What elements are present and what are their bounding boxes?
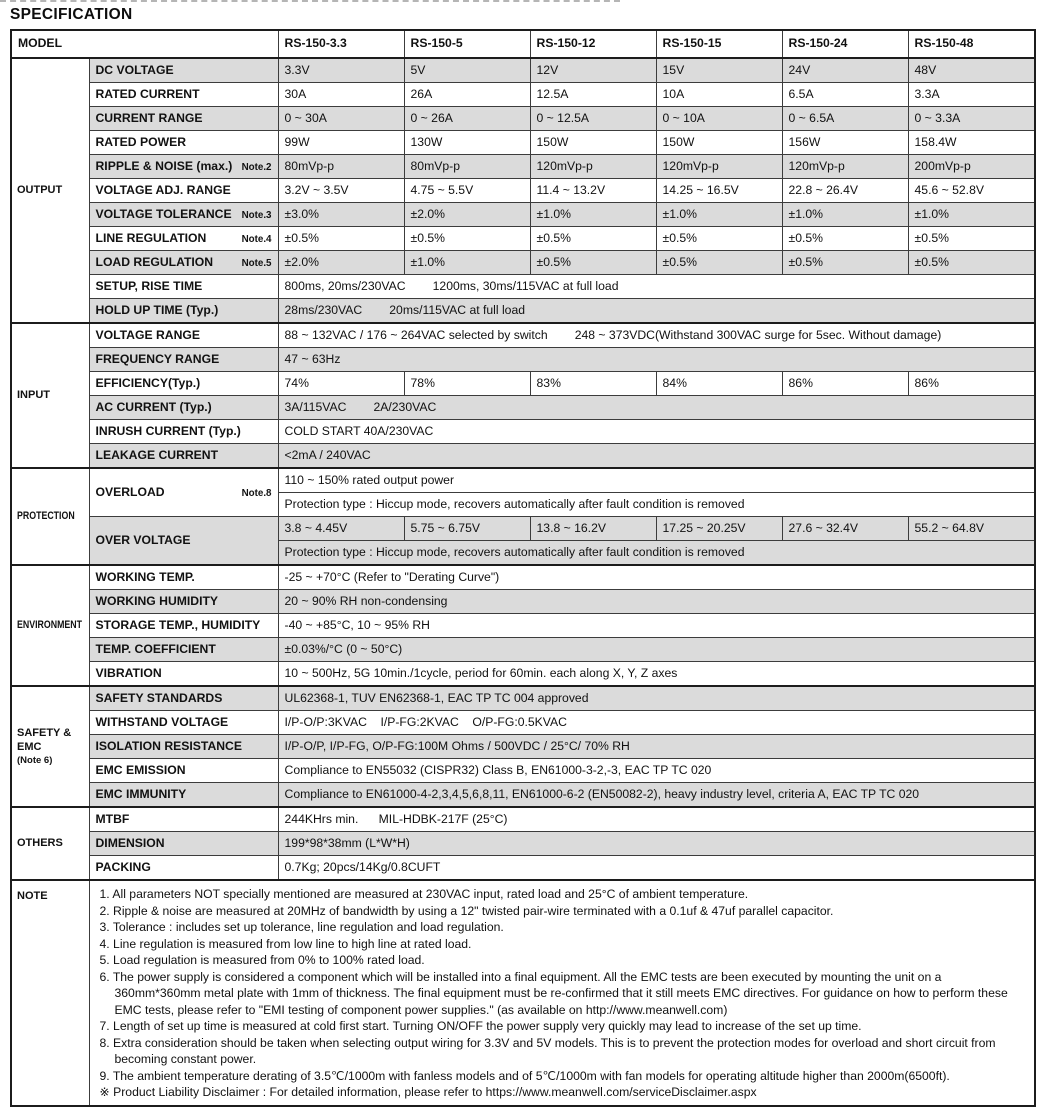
spec-row — [11, 759, 1035, 783]
note-reference: Note.4 — [241, 233, 272, 245]
value-cell: 22.8 ~ 26.4V — [782, 179, 908, 203]
value-cell: 11.4 ~ 13.2V — [530, 179, 656, 203]
row-label-cell — [89, 856, 278, 881]
value-cell: 83% — [530, 372, 656, 396]
row-label: WITHSTAND VOLTAGE — [95, 714, 229, 729]
value-cell: 3.3V — [278, 58, 404, 83]
value-cell: 3.3A — [908, 83, 1035, 107]
row-label-cell — [89, 323, 278, 348]
value-cell-span: 10 ~ 500Hz, 5G 10min./1cycle, period for 60min. each along X, Y, Z axes — [278, 662, 1035, 687]
model-name-cell: RS-150-5 — [404, 30, 530, 58]
spec-row — [11, 348, 1035, 372]
spec-row — [11, 299, 1035, 324]
value-cell: 0 ~ 26A — [404, 107, 530, 131]
value-cell-span: 28ms/230VAC 20ms/115VAC at full load — [278, 299, 1035, 324]
spec-row — [11, 179, 1035, 203]
value-cell: 156W — [782, 131, 908, 155]
row-label-cell — [89, 372, 278, 396]
category-cell-safety-emc — [11, 686, 89, 807]
value-cell: ±0.5% — [530, 251, 656, 275]
value-cell: 80mVp-p — [278, 155, 404, 179]
value-cell-span: 199*98*38mm (L*W*H) — [278, 832, 1035, 856]
value-cell: 45.6 ~ 52.8V — [908, 179, 1035, 203]
row-label: TEMP. COEFFICIENT — [95, 641, 216, 656]
value-cell-span: I/P-O/P:3KVAC I/P-FG:2KVAC O/P-FG:0.5KVAC — [278, 711, 1035, 735]
value-cell-span: ±0.03%/°C (0 ~ 50°C) — [278, 638, 1035, 662]
category-cell-protection — [11, 468, 89, 565]
row-label: RATED POWER — [95, 134, 187, 149]
category-label-line: (Note 6) — [17, 754, 53, 766]
row-label: EMC IMMUNITY — [95, 786, 187, 801]
row-label-cell — [89, 83, 278, 107]
note-reference: Note.5 — [241, 257, 272, 269]
note-reference: Note.3 — [241, 209, 272, 221]
value-cell-span: 0.7Kg; 20pcs/14Kg/0.8CUFT — [278, 856, 1035, 881]
value-cell: 12V — [530, 58, 656, 83]
value-cell: 84% — [656, 372, 782, 396]
spec-row — [11, 58, 1035, 83]
spec-row — [11, 832, 1035, 856]
note-line: 8. Extra consideration should be taken when selecting output wiring for 3.3V and 5V models. This is to prevent the protection modes for overload and short circuit from becoming constant power. — [99, 1035, 999, 1066]
value-cell: 17.25 ~ 20.25V — [656, 517, 782, 541]
value-cell: ±0.5% — [782, 251, 908, 275]
value-cell: 80mVp-p — [404, 155, 530, 179]
value-cell: 30A — [278, 83, 404, 107]
category-cell-output: OUTPUT — [11, 58, 89, 323]
value-cell: 24V — [782, 58, 908, 83]
category-cell-environment — [11, 565, 89, 686]
note-line: 2. Ripple & noise are measured at 20MHz of bandwidth by using a 12" twisted pair-wire terminated with a 0.1uf & 47uf parallel capacitor. — [99, 903, 834, 918]
spec-row — [11, 517, 1035, 541]
value-cell: 120mVp-p — [656, 155, 782, 179]
row-label: EFFICIENCY(Typ.) — [95, 375, 201, 390]
row-label: LEAKAGE CURRENT — [95, 447, 219, 462]
row-label: SAFETY STANDARDS — [95, 690, 223, 705]
row-label: CURRENT RANGE — [95, 110, 203, 125]
spec-row — [11, 735, 1035, 759]
spec-row — [11, 203, 1035, 227]
row-label: MTBF — [95, 811, 130, 826]
value-cell: ±0.5% — [908, 227, 1035, 251]
row-label: SETUP, RISE TIME — [95, 278, 203, 293]
value-cell-span: Protection type : Hiccup mode, recovers automatically after fault condition is removed — [278, 541, 1035, 566]
value-cell-span: -25 ~ +70°C (Refer to "Derating Curve") — [278, 565, 1035, 590]
value-cell: 0 ~ 12.5A — [530, 107, 656, 131]
row-label: AC CURRENT (Typ.) — [95, 399, 212, 414]
value-cell: 200mVp-p — [908, 155, 1035, 179]
value-cell: 78% — [404, 372, 530, 396]
value-cell: 0 ~ 10A — [656, 107, 782, 131]
note-reference: Note.8 — [241, 487, 272, 499]
value-cell-span: Protection type : Hiccup mode, recovers automatically after fault condition is removed — [278, 493, 1035, 517]
category-cell-others: OTHERS — [11, 807, 89, 880]
row-label-cell — [89, 735, 278, 759]
note-line: ※ Product Liability Disclaimer : For detailed information, please refer to https://www.meanwell.com/serviceDisclaimer.aspx — [99, 1085, 757, 1099]
spec-row — [11, 468, 1035, 493]
value-cell-span: 244KHrs min. MIL-HDBK-217F (25°C) — [278, 807, 1035, 832]
value-cell: 12.5A — [530, 83, 656, 107]
spec-row — [11, 251, 1035, 275]
spec-row — [11, 275, 1035, 299]
row-label-cell — [89, 807, 278, 832]
note-row — [11, 880, 1035, 1106]
row-label-cell — [89, 517, 278, 566]
row-label: VOLTAGE ADJ. RANGE — [95, 182, 231, 197]
row-label: INRUSH CURRENT (Typ.) — [95, 423, 241, 438]
row-label: OVER VOLTAGE — [95, 532, 191, 547]
value-cell: ±0.5% — [908, 251, 1035, 275]
model-header-row — [11, 30, 1035, 58]
row-label: RATED CURRENT — [95, 86, 200, 101]
row-label-cell — [89, 638, 278, 662]
value-cell: 48V — [908, 58, 1035, 83]
value-cell: ±1.0% — [530, 203, 656, 227]
row-label-cell — [89, 348, 278, 372]
row-label-cell — [89, 468, 278, 517]
row-label-cell — [89, 444, 278, 469]
value-cell: ±0.5% — [530, 227, 656, 251]
spec-row — [11, 227, 1035, 251]
value-cell-span: 20 ~ 90% RH non-condensing — [278, 590, 1035, 614]
row-label-cell — [89, 614, 278, 638]
row-label-cell — [89, 179, 278, 203]
row-label: HOLD UP TIME (Typ.) — [95, 302, 219, 317]
value-cell-span: Compliance to EN55032 (CISPR32) Class B, EN61000-3-2,-3, EAC TP TC 020 — [278, 759, 1035, 783]
row-label: DC VOLTAGE — [95, 62, 174, 77]
note-line: 1. All parameters NOT specially mentioned are measured at 230VAC input, rated load and 25°C of ambient temperature. — [99, 887, 749, 901]
row-label: LINE REGULATION Note.4 — [95, 230, 272, 245]
value-cell: ±1.0% — [404, 251, 530, 275]
spec-row — [11, 856, 1035, 881]
value-cell-span: 3A/115VAC 2A/230VAC — [278, 396, 1035, 420]
spec-row — [11, 420, 1035, 444]
value-cell-span: UL62368-1, TUV EN62368-1, EAC TP TC 004 approved — [278, 686, 1035, 711]
spec-row — [11, 614, 1035, 638]
note-line: 5. Load regulation is measured from 0% to 100% rated load. — [99, 953, 425, 967]
spec-row — [11, 638, 1035, 662]
spec-row — [11, 807, 1035, 832]
value-cell: 6.5A — [782, 83, 908, 107]
value-cell: ±3.0% — [278, 203, 404, 227]
value-cell: 4.75 ~ 5.5V — [404, 179, 530, 203]
value-cell: ±2.0% — [404, 203, 530, 227]
specification-table — [10, 29, 1036, 1107]
row-label: DIMENSION — [95, 835, 165, 850]
row-label-cell — [89, 565, 278, 590]
spec-row — [11, 783, 1035, 808]
row-label-cell — [89, 155, 278, 179]
category-label-line: EMC — [17, 741, 42, 754]
value-cell: 120mVp-p — [782, 155, 908, 179]
value-cell: 27.6 ~ 32.4V — [782, 517, 908, 541]
value-cell: ±0.5% — [656, 251, 782, 275]
value-cell: 158.4W — [908, 131, 1035, 155]
spec-row — [11, 565, 1035, 590]
row-label-cell — [89, 420, 278, 444]
row-label: PACKING — [95, 859, 151, 874]
model-name-cell: RS-150-12 — [530, 30, 656, 58]
note-line: 3. Tolerance : includes set up tolerance, line regulation and load regulation. — [99, 920, 504, 934]
note-text-cell — [89, 880, 1035, 1106]
page-title: SPECIFICATION — [10, 6, 133, 23]
row-label-cell — [89, 686, 278, 711]
value-cell: 120mVp-p — [530, 155, 656, 179]
row-label-cell — [89, 590, 278, 614]
row-label-cell — [89, 662, 278, 687]
row-label-cell — [89, 131, 278, 155]
category-label-line: SAFETY & — [17, 727, 72, 740]
spec-row — [11, 372, 1035, 396]
spec-row — [11, 107, 1035, 131]
row-label-cell — [89, 759, 278, 783]
value-cell-span: 47 ~ 63Hz — [278, 348, 1035, 372]
row-label-cell — [89, 58, 278, 83]
value-cell: ±1.0% — [782, 203, 908, 227]
spec-row — [11, 444, 1035, 469]
value-cell: 74% — [278, 372, 404, 396]
value-cell: 5V — [404, 58, 530, 83]
value-cell: 150W — [530, 131, 656, 155]
row-label-cell — [89, 203, 278, 227]
spec-row — [11, 711, 1035, 735]
value-cell: 130W — [404, 131, 530, 155]
value-cell-span: 800ms, 20ms/230VAC 1200ms, 30ms/115VAC at full load — [278, 275, 1035, 299]
note-line: 6. The power supply is considered a component which will be installed into a final equipment. All the EMC tests are been executed by mounting the unit on a 360mm*360mm metal plate with 1mm of thickness. The final equipment must be re-confirmed that it still meets EMC directives. For guidance on how to perform these EMC tests, please refer to "EMI testing of component power supplies." (as available on http://www.meanwell.com) — [99, 969, 1012, 1017]
value-cell-span: <2mA / 240VAC — [278, 444, 1035, 469]
spec-row — [11, 686, 1035, 711]
note-line: 7. Length of set up time is measured at cold first start. Turning ON/OFF the power supply very quickly may lead to increase of the set up time. — [99, 1019, 862, 1033]
row-label: STORAGE TEMP., HUMIDITY — [95, 617, 261, 632]
row-label: RIPPLE & NOISE (max.) Note.2 — [95, 158, 272, 173]
spec-row — [11, 662, 1035, 687]
row-label: WORKING HUMIDITY — [95, 593, 219, 608]
value-cell: 3.8 ~ 4.45V — [278, 517, 404, 541]
row-label-cell — [89, 299, 278, 324]
row-label-cell — [89, 711, 278, 735]
row-label-cell — [89, 107, 278, 131]
row-label: VOLTAGE RANGE — [95, 327, 200, 342]
model-name-cell: RS-150-3.3 — [278, 30, 404, 58]
note-reference: Note.2 — [241, 161, 272, 173]
value-cell: 14.25 ~ 16.5V — [656, 179, 782, 203]
spec-row — [11, 590, 1035, 614]
category-cell-input: INPUT — [11, 323, 89, 468]
value-cell: 13.8 ~ 16.2V — [530, 517, 656, 541]
value-cell: ±0.5% — [656, 227, 782, 251]
category-label: PROTECTION — [17, 509, 75, 522]
spec-row — [11, 323, 1035, 348]
category-label: ENVIRONMENT — [17, 618, 83, 631]
row-label: OVERLOAD Note.8 — [95, 484, 272, 499]
value-cell-span: Compliance to EN61000-4-2,3,4,5,6,8,11, EN61000-6-2 (EN50082-2), heavy industry level, criteria A, EAC TP TC 020 — [278, 783, 1035, 808]
value-cell-span: 88 ~ 132VAC / 176 ~ 264VAC selected by switch 248 ~ 373VDC(Withstand 300VAC surge for 5sec. Without damage) — [278, 323, 1035, 348]
model-name-cell: RS-150-15 — [656, 30, 782, 58]
value-cell: 150W — [656, 131, 782, 155]
model-name-cell: RS-150-24 — [782, 30, 908, 58]
model-header-label: MODEL — [11, 30, 278, 58]
row-label: VOLTAGE TOLERANCE Note.3 — [95, 206, 272, 221]
spec-row — [11, 396, 1035, 420]
value-cell: ±0.5% — [404, 227, 530, 251]
row-label-cell — [89, 396, 278, 420]
value-cell: 0 ~ 6.5A — [782, 107, 908, 131]
value-cell: 0 ~ 30A — [278, 107, 404, 131]
value-cell: 10A — [656, 83, 782, 107]
row-label: ISOLATION RESISTANCE — [95, 738, 242, 753]
value-cell: 55.2 ~ 64.8V — [908, 517, 1035, 541]
spec-row — [11, 83, 1035, 107]
value-cell: ±1.0% — [656, 203, 782, 227]
row-label: WORKING TEMP. — [95, 569, 195, 584]
value-cell-span: 110 ~ 150% rated output power — [278, 468, 1035, 493]
page-top-dashed-rule — [0, 0, 620, 2]
row-label-cell — [89, 227, 278, 251]
value-cell: 86% — [908, 372, 1035, 396]
row-label: FREQUENCY RANGE — [95, 351, 220, 366]
value-cell: 5.75 ~ 6.75V — [404, 517, 530, 541]
row-label: EMC EMISSION — [95, 762, 186, 777]
spec-row — [11, 155, 1035, 179]
value-cell: 0 ~ 3.3A — [908, 107, 1035, 131]
value-cell: 15V — [656, 58, 782, 83]
value-cell: ±2.0% — [278, 251, 404, 275]
category-cell-note: NOTE — [11, 880, 89, 1106]
row-label-cell — [89, 783, 278, 808]
value-cell: ±0.5% — [278, 227, 404, 251]
row-label: LOAD REGULATION Note.5 — [95, 254, 272, 269]
row-label-cell — [89, 832, 278, 856]
note-line: 9. The ambient temperature derating of 3.5℃/1000m with fanless models and of 5℃/1000m with fan models for operating altitude higher than 2000m(6500ft). — [99, 1068, 950, 1083]
value-cell: 3.2V ~ 3.5V — [278, 179, 404, 203]
row-label: VIBRATION — [95, 665, 162, 680]
value-cell: 99W — [278, 131, 404, 155]
value-cell: ±1.0% — [908, 203, 1035, 227]
value-cell-span: I/P-O/P, I/P-FG, O/P-FG:100M Ohms / 500VDC / 25°C/ 70% RH — [278, 735, 1035, 759]
model-name-cell: RS-150-48 — [908, 30, 1035, 58]
row-label-cell — [89, 275, 278, 299]
note-line: 4. Line regulation is measured from low line to high line at rated load. — [99, 936, 472, 951]
value-cell: 86% — [782, 372, 908, 396]
value-cell: ±0.5% — [782, 227, 908, 251]
spec-row — [11, 131, 1035, 155]
value-cell: 26A — [404, 83, 530, 107]
value-cell-span: -40 ~ +85°C, 10 ~ 95% RH — [278, 614, 1035, 638]
row-label-cell — [89, 251, 278, 275]
value-cell-span: COLD START 40A/230VAC — [278, 420, 1035, 444]
